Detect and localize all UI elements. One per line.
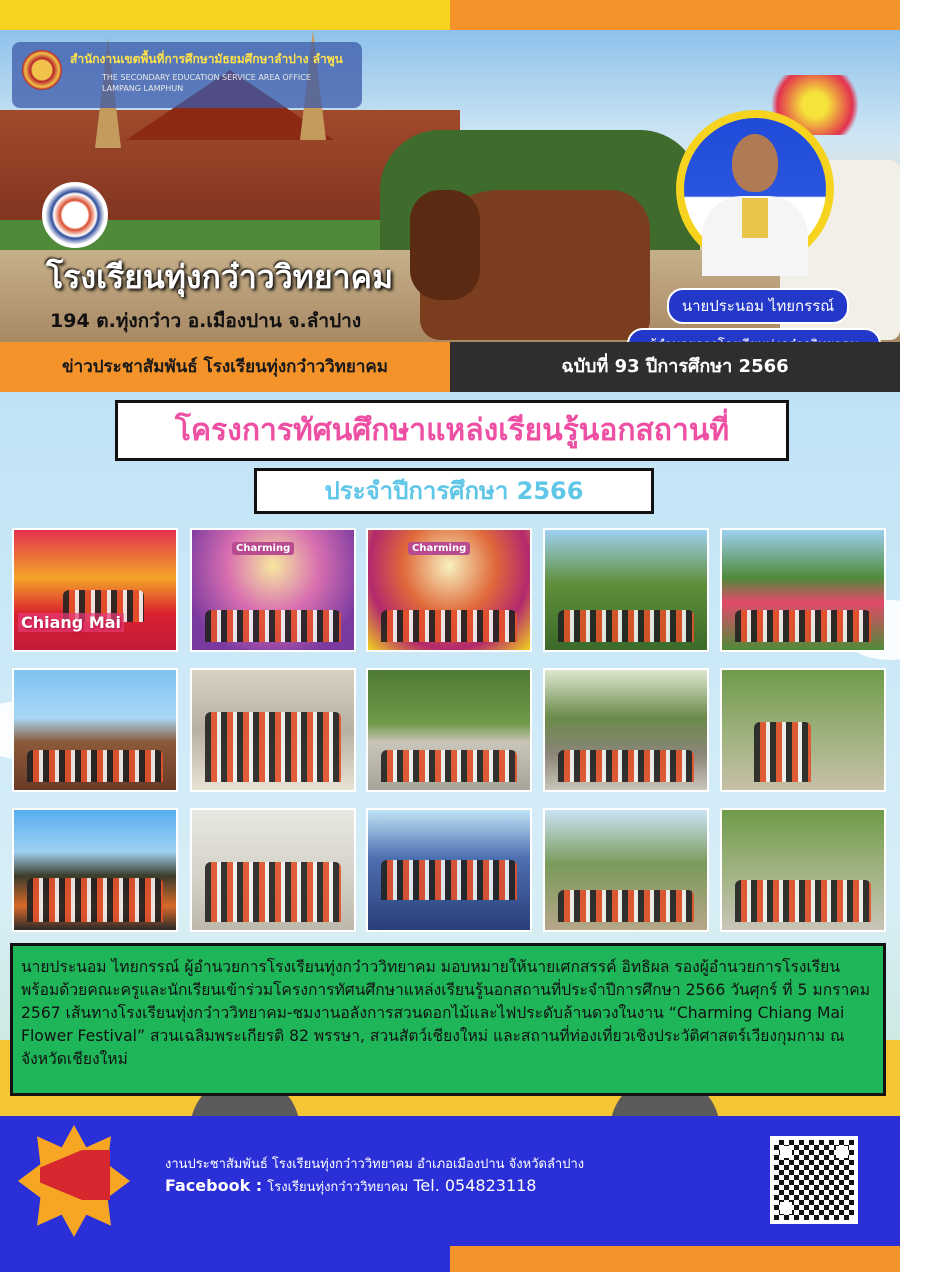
top-strip-yellow [0, 0, 450, 30]
photo-zoo-walk [543, 668, 709, 792]
description-box [10, 943, 886, 1096]
photo-wiang-kum-kam [12, 808, 178, 932]
bottom-strip-blue [0, 1246, 450, 1272]
news-bar-left [0, 342, 450, 392]
photo-label: Charming [232, 542, 294, 555]
horse-head [410, 190, 480, 300]
photo-people [381, 610, 517, 642]
director-name-pill [667, 288, 849, 324]
qr-code-icon[interactable] [770, 1136, 858, 1224]
photo-people [558, 610, 694, 642]
photo-people [205, 712, 341, 782]
portrait-collar [742, 198, 768, 238]
footer-contact [165, 1176, 536, 1197]
office-name-en-line1: THE SECONDARY EDUCATION SERVICE AREA OFFICE [102, 73, 311, 82]
sub-title: ประจำปีการศึกษา 2566 [324, 477, 584, 505]
photo-ruins-seated [543, 808, 709, 932]
photo-label: Charming [408, 542, 470, 555]
photo-flower-arch-group [366, 528, 532, 652]
photo-label: Chiang Mai [18, 613, 124, 632]
photo-people [27, 750, 163, 782]
news-bar-right [450, 342, 900, 392]
header-banner [0, 30, 900, 342]
photo-people [558, 750, 694, 782]
photo-people [205, 862, 341, 922]
footer-department: งานประชาสัมพันธ์ โรงเรียนทุ่งกว๋าววิทยาคม อำเภอเมืองปาน จังหวัดลำปาง [165, 1157, 585, 1172]
photo-zoo-sign [720, 668, 886, 792]
school-address: 194 ต.ทุ่งกว๋าว อ.เมืองปาน จ.ลำปาง [50, 310, 362, 332]
top-strip-orange [450, 0, 900, 30]
photo-garden-path [720, 528, 886, 652]
photo-flower-festival-sign [12, 528, 178, 652]
director-portrait [684, 118, 826, 260]
description-text: นายประนอม ไทยกรรณ์ ผู้อำนวยการโรงเรียนทุ่งกว๋าววิทยาคม มอบหมายให้นายเศกสรรค์ อิทธิผล รองผู้อำนวยการโรงเรียน พร้อมด้วยคณะครูและนักเรียนเข้าร่วมโครงการทัศนศึกษาแหล่งเรียนรู้นอกสถานที่ประจำปีการศึกษา 2566 วันศุกร์ ที่ 5 มกราคม 2567 เส้นทางโรงเรียนทุ่งกว๋าววิทยาคม-ชมงานอลังการสวนดอกไม้และไฟประดับล้านดวงในงาน “Charming Chiang Mai Flower Festival” สวนเฉลิมพระเกียรติ 82 พรรษา, สวนสัตว์เชียงใหม่ และสถานที่ท่องเที่ยวเชิงประวัติศาสตร์เวียงกุมกาม ณ จังหวัดเชียงใหม่ [21, 958, 870, 1068]
photo-group-outdoor [720, 808, 886, 932]
news-bar-title: ข่าวประชาสัมพันธ์ โรงเรียนทุ่งกว๋าววิทยาคม [62, 357, 388, 377]
sub-title-box [254, 468, 654, 514]
photo-garden-group [543, 528, 709, 652]
main-title-box [115, 400, 789, 461]
photo-people [735, 880, 871, 922]
photo-tram [366, 808, 532, 932]
issue-number: ฉบับที่ 93 ปีการศึกษา 2566 [561, 356, 789, 377]
school-name: โรงเรียนทุ่งกว๋าววิทยาคม [46, 258, 394, 296]
office-name-en [102, 72, 311, 94]
photo-people [27, 878, 163, 922]
photo-people [381, 750, 517, 782]
facebook-label: Facebook : [165, 1176, 263, 1195]
facebook-name[interactable]: โรงเรียนทุ่งกว๋าววิทยาคม [267, 1180, 409, 1195]
photo-people [205, 610, 341, 642]
photo-students-seated [190, 668, 356, 792]
photo-temple-group [12, 668, 178, 792]
photo-museum-group [190, 808, 356, 932]
school-logo-icon [42, 182, 108, 248]
office-name-en-line2: LAMPANG LAMPHUN [102, 84, 184, 93]
portrait-face [732, 134, 778, 192]
photo-people [735, 610, 871, 642]
main-title: โครงการทัศนศึกษาแหล่งเรียนรู้นอกสถานที่ [174, 413, 730, 448]
photo-students-walking [366, 668, 532, 792]
photo-people [754, 722, 811, 782]
office-seal-icon [22, 50, 62, 90]
bottom-strip-orange [450, 1246, 900, 1272]
photo-people [381, 860, 517, 900]
qr-code-pattern [774, 1140, 854, 1220]
photo-people [558, 890, 694, 922]
photo-flower-arch [190, 528, 356, 652]
office-name-th: สำนักงานเขตพื้นที่การศึกษามัธยมศึกษาลำปาง ลำพูน [70, 52, 343, 66]
telephone: Tel. 054823118 [413, 1176, 537, 1195]
director-name: นายประนอม ไทยกรรณ์ [681, 297, 835, 315]
